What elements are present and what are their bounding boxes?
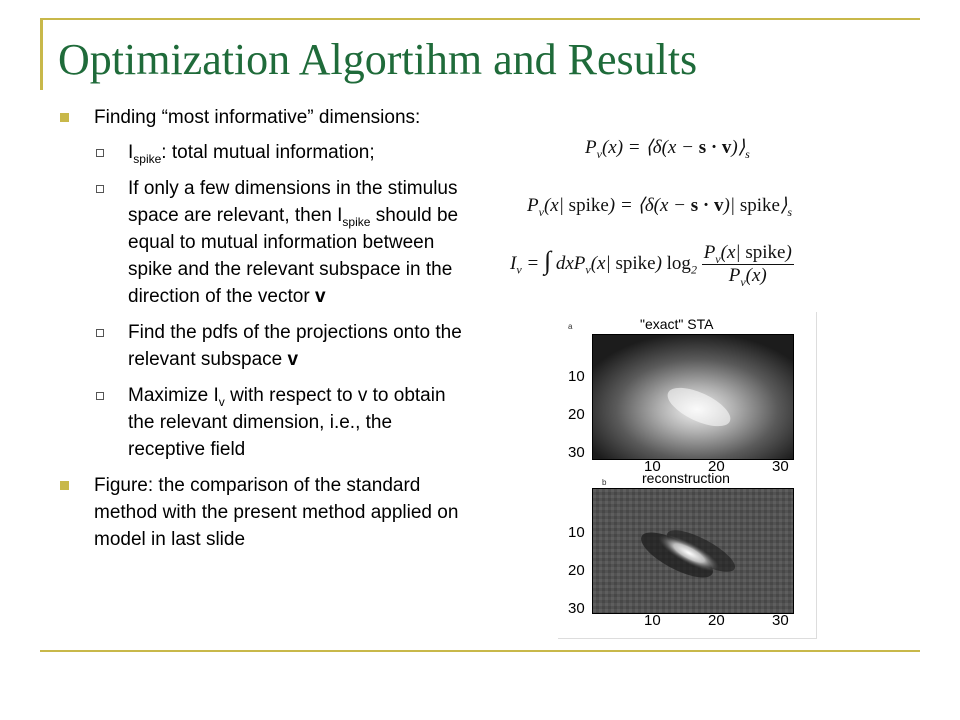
subbullet-text: Find the pdfs of the projections onto the relevant subspace v [128, 322, 462, 370]
bullet-finding-dimensions [60, 104, 470, 131]
square-bullet-icon [60, 481, 69, 490]
panel-a-xtick: 30 [772, 458, 789, 475]
subbullet-text: Maximize $I_v$ with respect to v to obtain the relevant dimension, i.e., the receptive field [128, 385, 446, 460]
panel-b-title: reconstruction [642, 470, 730, 486]
square-bullet-icon [60, 113, 69, 122]
hollow-square-bullet-icon [96, 329, 104, 337]
panel-b-image [592, 488, 794, 614]
equation-marginal-pdf: $P_v(x)$ = ⟨δ(x − $s \cdot v)⟩_s$ [585, 137, 750, 161]
accent-line-top [40, 18, 920, 20]
subbullet-find-pdfs [60, 319, 470, 373]
panel-a-title: "exact" STA [640, 316, 714, 332]
subbullet-text: If only a few dimensions in the stimulus space are relevant, then $I_{spike}$ should be equal to mutual information between spike and the relevant subspace in the direction of the vector v [128, 178, 459, 307]
panel-b-xtick: 20 [708, 612, 725, 629]
subbullet-few-dimensions [60, 175, 470, 310]
hollow-square-bullet-icon [96, 392, 104, 400]
panel-b-ytick: 10 [568, 524, 585, 541]
panel-a-ytick: 20 [568, 406, 585, 423]
bullet-list [60, 104, 470, 561]
hollow-square-bullet-icon [96, 185, 104, 193]
panel-a-xtick: 20 [708, 458, 725, 475]
bullet-text: Finding “most informative” dimensions: [94, 107, 421, 128]
panel-b-letter: b [602, 478, 607, 487]
accent-bar-vertical [40, 18, 43, 90]
panel-b-xtick: 10 [644, 612, 661, 629]
panel-b-ytick: 30 [568, 600, 585, 617]
panel-a-letter: a [568, 322, 573, 331]
panel-a-heatmap [593, 335, 793, 459]
subbullet-total-mi [60, 139, 470, 166]
panel-a-ytick: 10 [568, 368, 585, 385]
hollow-square-bullet-icon [96, 149, 104, 157]
accent-line-bottom [40, 650, 920, 652]
bullet-text: Figure: the comparison of the standard method with the present method applied on model in last slide [94, 475, 459, 550]
panel-a-image [592, 334, 794, 460]
equation-information: $I_v$ = ∫ dxP$_v$(x| spike) $\log_2$ $\frac{P_v(x| spike)}{P_v(x)}$ [510, 242, 792, 289]
bullet-figure-comparison [60, 472, 470, 553]
slide-title: Optimization Algortihm and Results [58, 35, 698, 84]
sta-comparison-figure [558, 312, 817, 639]
panel-b-xtick: 30 [772, 612, 789, 629]
equation-conditional-pdf: $P_v(x|$ spike) = ⟨δ(x − s · v)| $spike⟩_s$ [527, 195, 793, 219]
panel-a-xtick: 10 [644, 458, 661, 475]
panel-a-ytick: 30 [568, 444, 585, 461]
panel-b-ytick: 20 [568, 562, 585, 579]
panel-b-heatmap [593, 489, 793, 613]
subbullet-text: $I_{spike}$: total mutual information; [128, 142, 375, 166]
subbullet-maximize [60, 382, 470, 463]
